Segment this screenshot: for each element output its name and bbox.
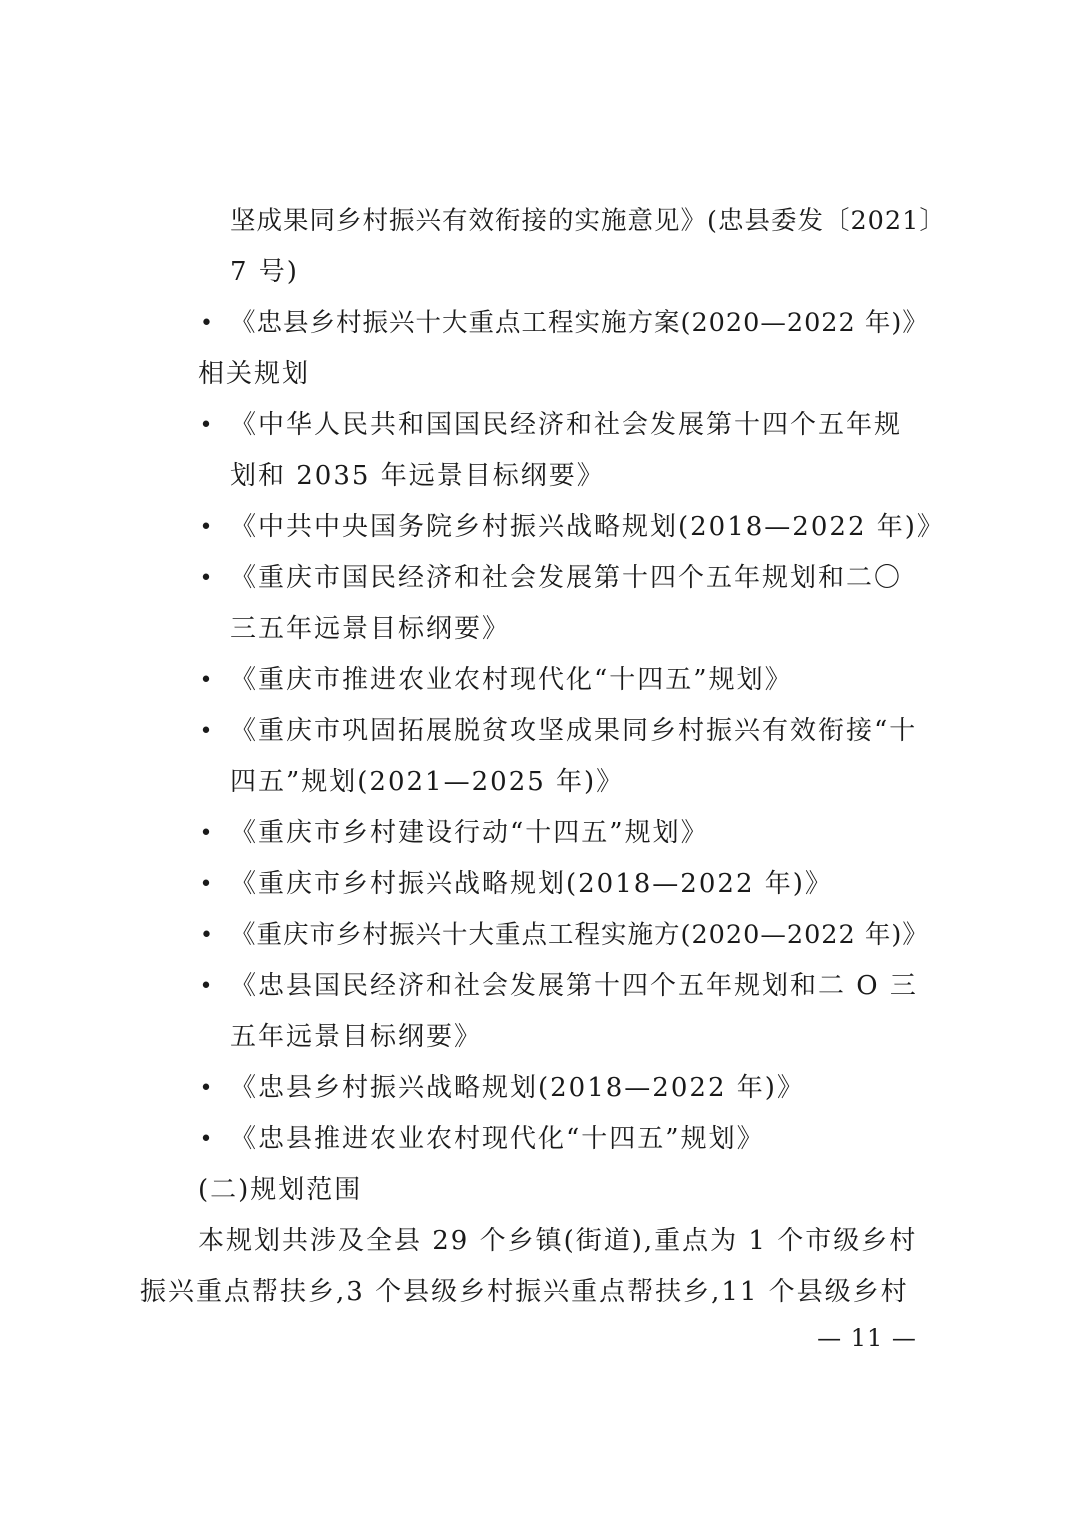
- list-item: [140, 910, 955, 961]
- list-item-continuation: [140, 247, 955, 298]
- list-item: [140, 400, 955, 451]
- bullet-icon: •: [199, 668, 215, 693]
- line-text: 三五年远景目标纲要》: [230, 614, 511, 644]
- line-text: 《忠县国民经济和社会发展第十四个五年规划和二 O 三: [230, 971, 918, 1001]
- list-item: [140, 808, 955, 859]
- bullet-icon: •: [199, 974, 215, 999]
- bullet-icon: •: [199, 821, 215, 846]
- line-text: 五年远景目标纲要》: [230, 1022, 483, 1052]
- list-item: [140, 961, 955, 1012]
- page-number: — 11 —: [817, 1324, 917, 1352]
- section-heading: [140, 1165, 955, 1216]
- list-item: [140, 1114, 955, 1165]
- list-item: [140, 706, 955, 757]
- bullet-icon: •: [199, 719, 215, 744]
- bullet-icon: •: [199, 515, 215, 540]
- list-item: [140, 298, 955, 349]
- paragraph-line: [140, 1216, 955, 1267]
- line-text: 《重庆市乡村振兴十大重点工程实施方(2020—2022 年)》: [230, 920, 929, 950]
- line-text: 《忠县乡村振兴十大重点工程实施方案(2020—2022 年)》: [230, 308, 929, 338]
- line-text: 相关规划: [198, 359, 311, 389]
- document-body: [140, 196, 955, 1318]
- line-text: 划和 2035 年远景目标纲要》: [230, 461, 605, 491]
- line-text: 坚成果同乡村振兴有效衔接的实施意见》(忠县委发〔2021〕: [230, 206, 946, 236]
- section-heading: [140, 349, 955, 400]
- bullet-icon: •: [200, 311, 214, 336]
- line-text: 本规划共涉及全县 29 个乡镇(街道),重点为 1 个市级乡村: [198, 1226, 918, 1256]
- list-item-continuation: [140, 1012, 955, 1063]
- line-text: 《重庆市国民经济和社会发展第十四个五年规划和二〇: [230, 563, 903, 593]
- list-item-continuation: [140, 451, 955, 502]
- line-text: 振兴重点帮扶乡,3 个县级乡村振兴重点帮扶乡,11 个县级乡村: [140, 1277, 909, 1307]
- list-item: [140, 859, 955, 910]
- bullet-icon: •: [199, 1076, 215, 1101]
- paragraph-line: [140, 1267, 955, 1318]
- list-item: [140, 1063, 955, 1114]
- line-text: 7 号): [230, 257, 299, 287]
- line-text: 《重庆市推进农业农村现代化“十四五”规划》: [230, 665, 793, 695]
- line-text: 《中华人民共和国国民经济和社会发展第十四个五年规: [230, 410, 903, 440]
- bullet-icon: •: [200, 923, 214, 948]
- bullet-icon: •: [199, 566, 215, 591]
- line-text: 《忠县推进农业农村现代化“十四五”规划》: [230, 1124, 765, 1154]
- line-text: 《重庆市乡村建设行动“十四五”规划》: [230, 818, 709, 848]
- bullet-icon: •: [199, 1127, 215, 1152]
- line-text: 《重庆市巩固拓展脱贫攻坚成果同乡村振兴有效衔接“十: [230, 716, 918, 746]
- line-text: 《重庆市乡村振兴战略规划(2018—2022 年)》: [230, 869, 833, 899]
- list-item: [140, 502, 955, 553]
- list-item: [140, 553, 955, 604]
- line-text: 《忠县乡村振兴战略规划(2018—2022 年)》: [230, 1073, 805, 1103]
- line-text: (二)规划范围: [198, 1175, 363, 1205]
- line-text: 四五”规划(2021—2025 年)》: [230, 767, 625, 797]
- bullet-icon: •: [199, 872, 215, 897]
- list-item-continuation: [140, 757, 955, 808]
- bullet-icon: •: [199, 413, 215, 438]
- list-item: [140, 655, 955, 706]
- list-item-continuation: [140, 604, 955, 655]
- list-item-continuation: [140, 196, 955, 247]
- line-text: 《中共中央国务院乡村振兴战略规划(2018—2022 年)》: [230, 512, 945, 542]
